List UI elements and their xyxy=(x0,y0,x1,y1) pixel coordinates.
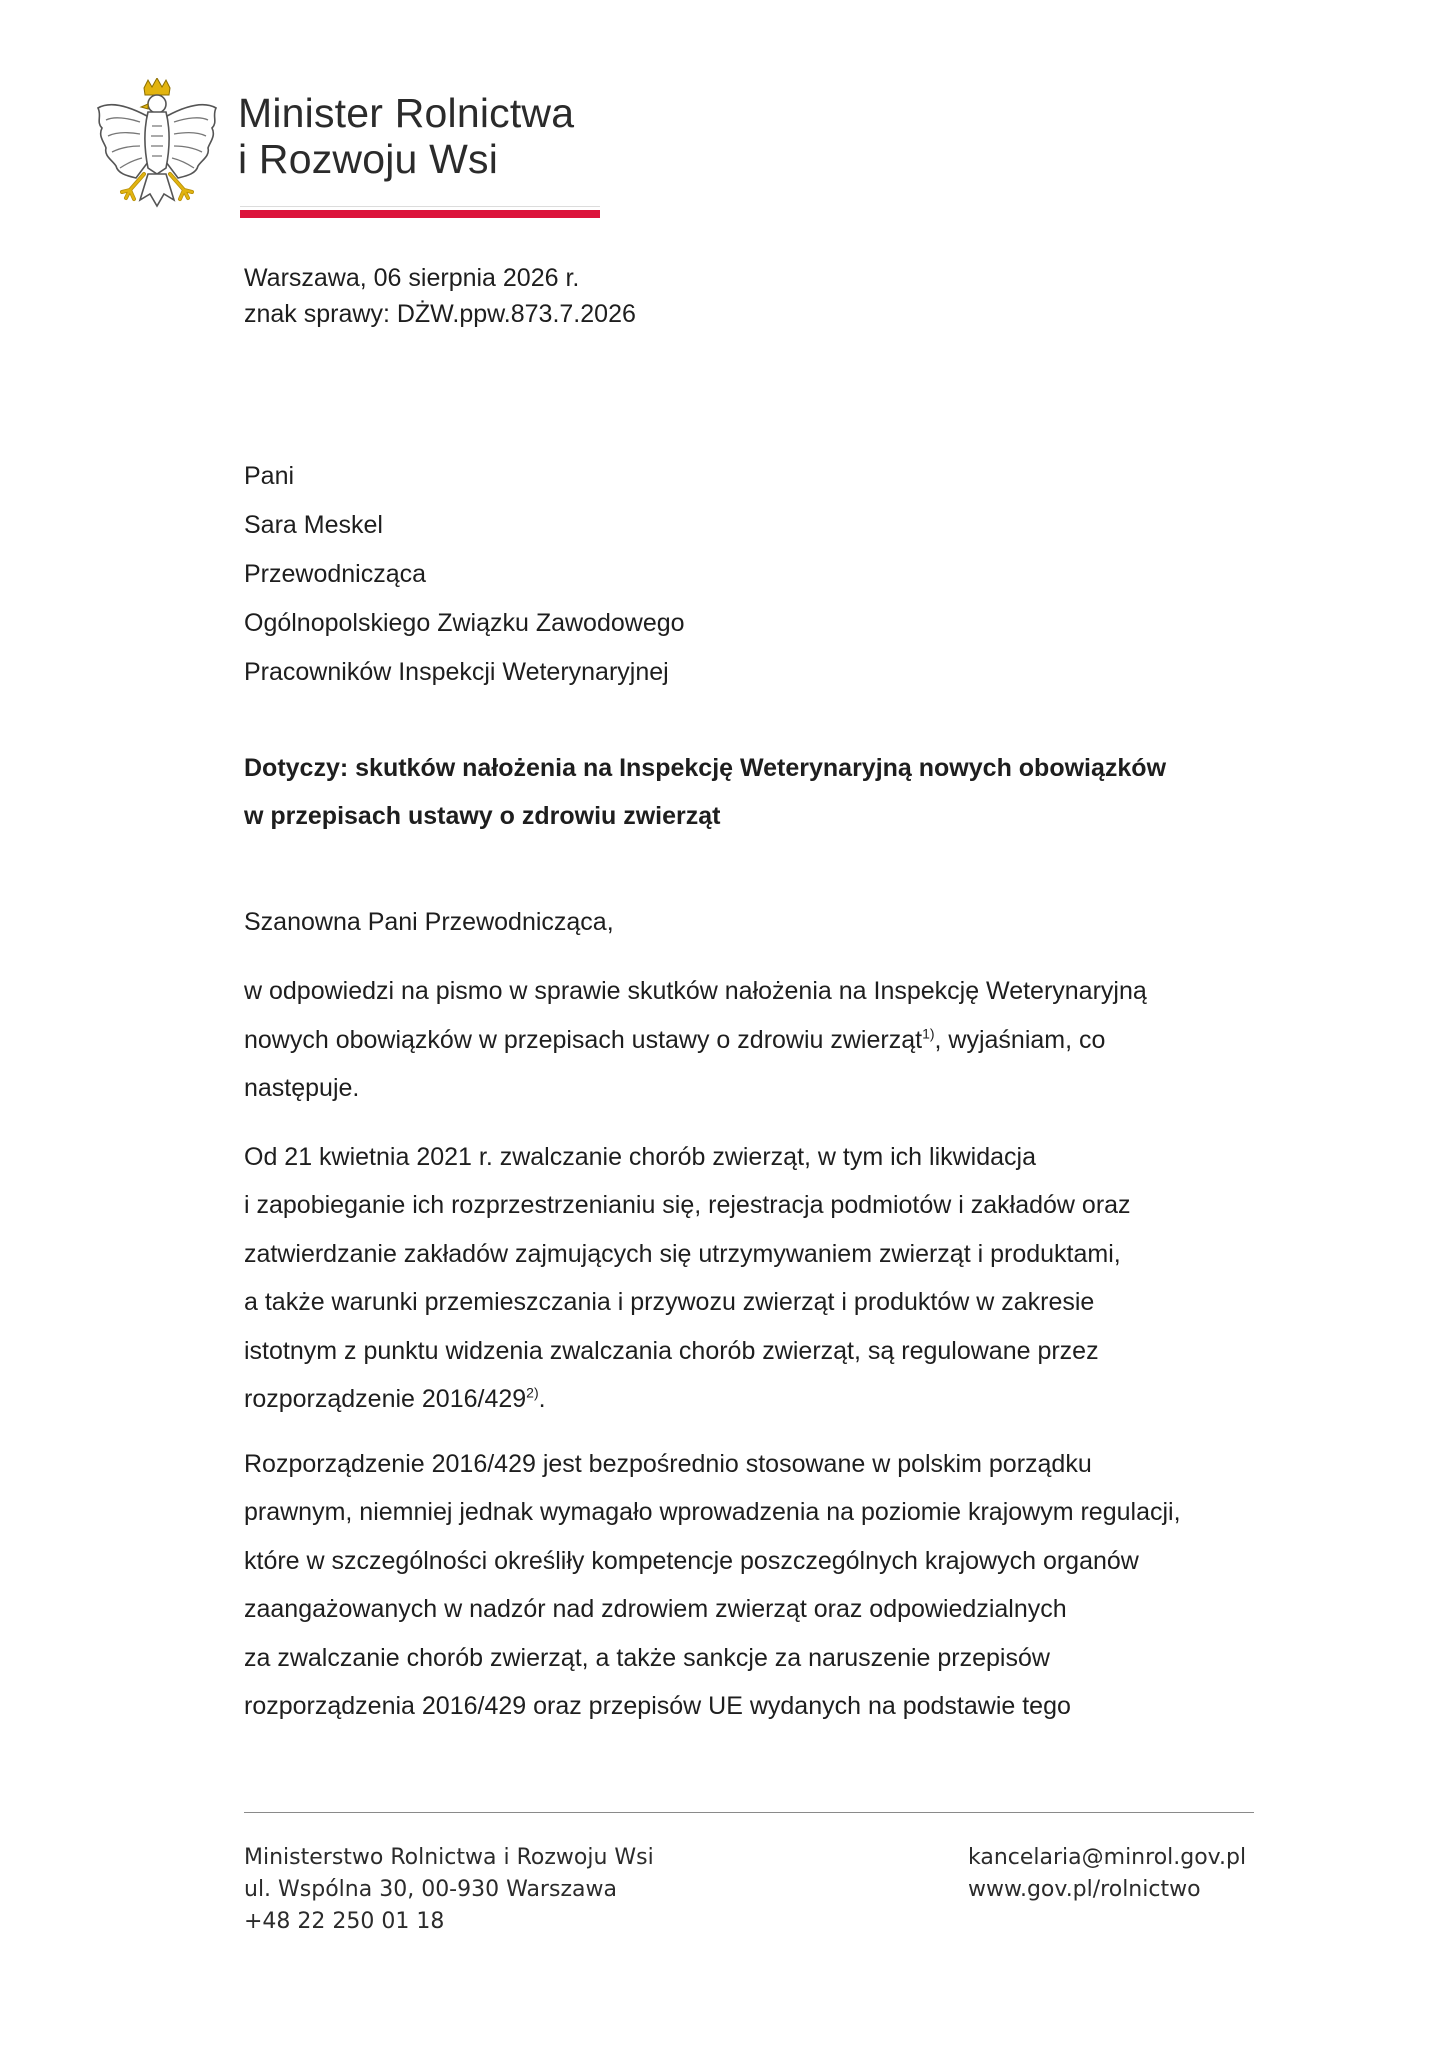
flag-bar-red xyxy=(240,210,600,218)
paragraph-line xyxy=(244,1016,1254,1065)
subject-line xyxy=(244,744,1254,840)
footnote-ref-2: 2) xyxy=(526,1384,539,1401)
letter-body xyxy=(244,260,1254,1731)
addressee-line: Pani xyxy=(244,462,295,490)
addressee-line: Ogólnopolskiego Związku Zawodowego xyxy=(244,609,685,637)
footer-website: www.gov.pl/rolnictwo xyxy=(968,1877,1201,1902)
footer-email: kancelaria@minrol.gov.pl xyxy=(968,1845,1247,1870)
polish-eagle-emblem-icon xyxy=(92,78,222,226)
paragraph-line: zaangażowanych w nadzór nad zdrowiem zwierząt oraz odpowiedzialnych xyxy=(244,1595,1067,1623)
addressee-line: Przewodnicząca xyxy=(244,560,427,588)
paragraph-text: . xyxy=(538,1385,546,1413)
ministry-title xyxy=(238,90,574,182)
case-number: znak sprawy: DŻW.ppw.873.7.2026 xyxy=(244,300,636,328)
footer-street: ul. Wspólna 30, 00-930 Warszawa xyxy=(244,1877,617,1902)
paragraph-line: Od 21 kwietnia 2021 r. zwalczanie chorób zwierząt, w tym ich likwidacja xyxy=(244,1142,1037,1171)
footer-org: Ministerstwo Rolnictwa i Rozwoju Wsi xyxy=(244,1845,654,1870)
paragraph-line: i zapobieganie ich rozprzestrzenianiu się, rejestracja podmiotów i zakładów oraz xyxy=(244,1191,1131,1219)
footer-divider xyxy=(244,1812,1254,1813)
paragraph-line: następuje. xyxy=(244,1074,360,1102)
subject-line-2: w przepisach ustawy o zdrowiu zwierząt xyxy=(244,802,721,830)
footer-contact xyxy=(968,1842,1246,1906)
footer-address xyxy=(244,1842,654,1938)
addressee-line: Sara Meskel xyxy=(244,511,383,539)
paragraph-line: Rozporządzenie 2016/429 jest bezpośrednio stosowane w polskim porządku xyxy=(244,1449,1092,1478)
paragraph-2 xyxy=(244,1133,1254,1424)
paragraph-text: nowych obowiązków w przepisach ustawy o zdrowiu zwierząt xyxy=(244,1025,923,1054)
ministry-title-line2: i Rozwoju Wsi xyxy=(238,136,499,182)
letterhead xyxy=(92,78,612,228)
addressee-line: Pracowników Inspekcji Weterynaryjnej xyxy=(244,658,669,686)
paragraph-line: prawnym, niemniej jednak wymagało wprowadzenia na poziomie krajowym regulacji, xyxy=(244,1498,1181,1526)
paragraph-1 xyxy=(244,967,1254,1113)
paragraph-text: , wyjaśniam, co xyxy=(934,1025,1106,1054)
footnote-ref-1: 1) xyxy=(922,1025,935,1042)
paragraph-line: za zwalczanie chorób zwierząt, a także sankcje za naruszenie przepisów xyxy=(244,1643,1050,1672)
flag-bar xyxy=(240,206,600,218)
salutation: Szanowna Pani Przewodnicząca, xyxy=(244,908,614,936)
paragraph-text: rozporządzenie 2016/429 xyxy=(244,1385,527,1413)
paragraph-line: zatwierdzanie zakładów zajmujących się utrzymywaniem zwierząt i produktami, xyxy=(244,1239,1121,1268)
letter-date: Warszawa, 06 sierpnia 2026 r. xyxy=(244,264,580,292)
addressee-block xyxy=(244,452,1254,697)
paragraph-line: w odpowiedzi na pismo w sprawie skutków nałożenia na Inspekcję Weterynaryjną xyxy=(244,977,1147,1005)
paragraph-line: a także warunki przemieszczania i przywozu zwierząt i produktów w zakresie xyxy=(244,1288,1095,1316)
paragraph-line: które w szczególności określiły kompetencje poszczególnych krajowych organów xyxy=(244,1546,1139,1575)
paragraph-line xyxy=(244,1375,1254,1424)
paragraph-line: rozporządzenia 2016/429 oraz przepisów UE wydanych na podstawie tego xyxy=(244,1692,1071,1720)
subject-line-1: Dotyczy: skutków nałożenia na Inspekcję Weterynaryjną nowych obowiązków xyxy=(244,754,1167,782)
letter-meta xyxy=(244,260,1254,332)
paragraph-3 xyxy=(244,1440,1254,1731)
ministry-title-line1: Minister Rolnictwa xyxy=(238,90,575,136)
paragraph-line: istotnym z punktu widzenia zwalczania chorób zwierząt, są regulowane przez xyxy=(244,1336,1099,1365)
footer-phone: +48 22 250 01 18 xyxy=(244,1909,445,1934)
